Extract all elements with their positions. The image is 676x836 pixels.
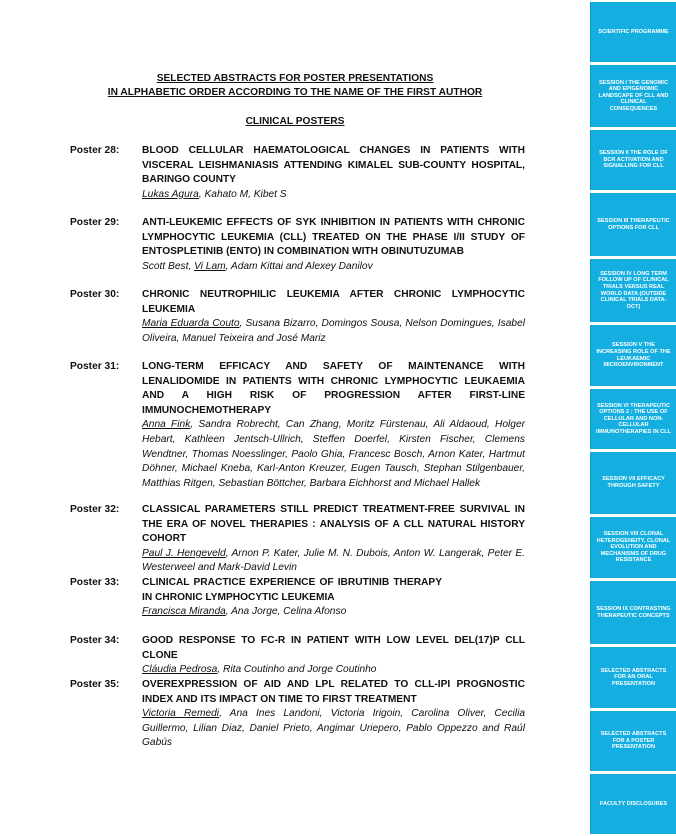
poster-entry [70, 634, 525, 678]
poster-authors [142, 188, 525, 203]
sidebar-tab-session-4[interactable]: SESSION IV LONG TERM FOLLOW UP OF CLINICAL TRIALS VERSUS REAL WORLD DATA (OUTSIDE CLINICAL TRIALS DATA-OCT) [590, 259, 676, 322]
sidebar-tab-session-3[interactable]: SESSION III THERAPEUTIC OPTIONS FOR CLL [590, 193, 676, 256]
co-authors: , Adam Kittai and Alexey Danilov [225, 260, 373, 272]
first-author: Lukas Agura [142, 188, 199, 200]
poster-label: Poster 35: [70, 679, 120, 690]
poster-entry [70, 288, 525, 346]
section-heading: CLINICAL POSTERS [245, 116, 345, 127]
sidebar-tab-faculty-disclosures[interactable]: FACULTY DISCLOSURES [590, 774, 676, 834]
poster-title: BLOOD CELLULAR HAEMATOLOGICAL CHANGES IN PATIENTS WITH VISCERAL LEISHMANIASIS ATTENDING KIMALEL SUB-COUNTY HOSPITAL, BARINGO COUNTY [142, 145, 525, 186]
poster-label: Poster 28: [70, 145, 120, 156]
co-authors: , Sandra Robrecht, Can Zhang, Moritz Fürstenau, Ali Aldaoud, Holger Hebart, Kathleen Jentsch-Ullrich, Steffen Doerfel, Kirsten Fischer, Clemens Wendtner, Thomas Noesslinger, Paolo Ghia, Francesc Bosch, Arnon Kater, Hartmut Döhner, Michael Kneba, Karl-Anton Kreuzer, Eugen Tausch, Stephan Stilgenbauer, Matthias Ritgen, Sebastian Böttcher, Barbara Eichhorst and Michael Hallek [142, 419, 526, 489]
first-author: Maria Eduarda Couto [142, 318, 240, 330]
section-sidebar [590, 0, 676, 836]
poster-authors [142, 663, 525, 678]
leading-author: Scott Best, [142, 260, 195, 272]
poster-authors [142, 260, 525, 275]
first-author: Vi Lam [194, 260, 226, 272]
poster-label: Poster 33: [70, 577, 120, 588]
poster-label: Poster 32: [70, 504, 120, 515]
sidebar-tab-session-8[interactable]: SESSION VIII CLONAL HETEROGENEITY, CLONAL EVOLUTION AND MECHANISMS OF DRUG RESISTANCE [590, 517, 676, 578]
heading-line-1: SELECTED ABSTRACTS FOR POSTER PRESENTATIONS [156, 73, 434, 84]
heading-line-2: IN ALPHABETIC ORDER ACCORDING TO THE NAME OF THE FIRST AUTHOR [107, 87, 483, 98]
co-authors: , Ana Jorge, Celina Afonso [225, 606, 347, 618]
sidebar-tab-oral-abstracts[interactable]: SELECTED ABSTRACTS FOR AN ORAL PRESENTATION [590, 647, 676, 708]
co-authors: , Ana Ines Landoni, Victoria Irigoin, Carolina Oliver, Cecilia Guillermo, Lilian Diaz, Daniel Prieto, Angimar Uriepero, Pablo Oppezzo and Raúl Gabús [142, 708, 525, 749]
poster-title: LONG-TERM EFFICACY AND SAFETY OF MAINTENANCE WITH LENALIDOMIDE IN PATIENTS WITH CHRONIC LYMPHOCYTIC LEUKAEMIA AND A HIGH RISK OF PROGRESSION AFTER FIRST-LINE IMMUNOCHEMOTHERAPY [142, 361, 525, 416]
poster-label: Poster 30: [70, 289, 120, 300]
sidebar-tab-session-9[interactable]: SESSION IX CONTRASTING THERAPEUTIC CONCEPTS [590, 581, 676, 644]
poster-authors [142, 317, 525, 346]
poster-label: Poster 34: [70, 635, 120, 646]
co-authors: , Susana Bizarro, Domingos Sousa, Nelson Domingues, Isabel Oliveira, Manuel Teixeira and José Mariz [142, 318, 525, 344]
poster-entry [70, 503, 525, 576]
co-authors: , Kahato M, Kibet S [198, 188, 287, 200]
poster-authors [142, 707, 525, 751]
sidebar-tab-session-6[interactable]: SESSION VI THERAPEUTIC OPTIONS 2 : THE USE OF CELLULAR AND NON-CELLULAR IMMUNOTHERAPIES IN CLL [590, 389, 676, 449]
first-author: Paul J. Hengeveld [142, 547, 226, 559]
sidebar-tab-session-2[interactable]: SESSION II THE ROLE OF BCR ACTIVATION AND SIGNALLING FOR CLL [590, 130, 676, 190]
sidebar-tab-session-7[interactable]: SESSION VII EFFICACY THROUGH SAFETY [590, 452, 676, 514]
poster-authors [142, 418, 525, 491]
co-authors: , Arnon P. Kater, Julie M. N. Dubois, Anton W. Langerak, Peter E. Westerweel and Mark-David Levin [142, 547, 525, 574]
sidebar-tab-session-1[interactable]: SESSION I THE GENOMIC AND EPIGENOMIC LANDSCAPE OF CLL AND CLINICAL CONSEQUENCES [590, 65, 676, 127]
first-author: Anna Fink [142, 419, 191, 431]
poster-entry [70, 678, 525, 751]
poster-label: Poster 29: [70, 217, 120, 228]
first-author: Francisca Miranda [142, 606, 226, 618]
sidebar-tab-session-5[interactable]: SESSION V THE INCREASING ROLE OF THE LEUKAEMIC MICROENVIRONMENT [590, 325, 676, 386]
poster-entry [70, 144, 525, 202]
poster-entry [70, 360, 525, 491]
sidebar-tab-scientific-programme[interactable]: SCIENTIFIC PROGRAMME [590, 2, 676, 62]
first-author: Victoria Remedi [142, 708, 220, 720]
poster-title: OVEREXPRESSION OF AID AND LPL RELATED TO CLL-IPI PROGNOSTIC INDEX AND ITS IMPACT ON TIME TO FIRST TREATMENT [142, 679, 525, 705]
poster-title: CLINICAL PRACTICE EXPERIENCE OF IBRUTINIB THERAPY IN CHRONIC LYMPHOCYTIC LEUKEMIA [142, 577, 442, 603]
poster-title: GOOD RESPONSE TO FC-R IN PATIENT WITH LOW LEVEL DEL(17)P CLL CLONE [142, 635, 525, 661]
first-author: Cláudia Pedrosa [142, 664, 218, 676]
poster-title: CHRONIC NEUTROPHILIC LEUKEMIA AFTER CHRONIC LYMPHOCYTIC LEUKEMIA [142, 289, 525, 315]
poster-entry [70, 216, 525, 274]
poster-title: ANTI-LEUKEMIC EFFECTS OF SYK INHIBITION IN PATIENTS WITH CHRONIC LYMPHOCYTIC LEUKEMIA (CLL) TREATED ON THE PHASE I/II STUDY OF ENTOSPLETINIB (ENTO) IN COMBINATION WITH OBINUTUZUMAB [142, 217, 525, 258]
co-authors: , Rita Coutinho and Jorge Coutinho [217, 664, 377, 676]
poster-authors [142, 547, 525, 576]
poster-label: Poster 31: [70, 361, 120, 372]
poster-entry [70, 576, 525, 620]
sidebar-tab-poster-abstracts[interactable]: SELECTED ABSTRACTS FOR A POSTER PRESENTATION [590, 711, 676, 771]
poster-authors [142, 605, 525, 620]
poster-title: CLASSICAL PARAMETERS STILL PREDICT TREATMENT-FREE SURVIVAL IN THE ERA OF NOVEL THERAPIES : ANALYSIS OF A CLL NATURAL HISTORY COHORT [142, 504, 525, 545]
